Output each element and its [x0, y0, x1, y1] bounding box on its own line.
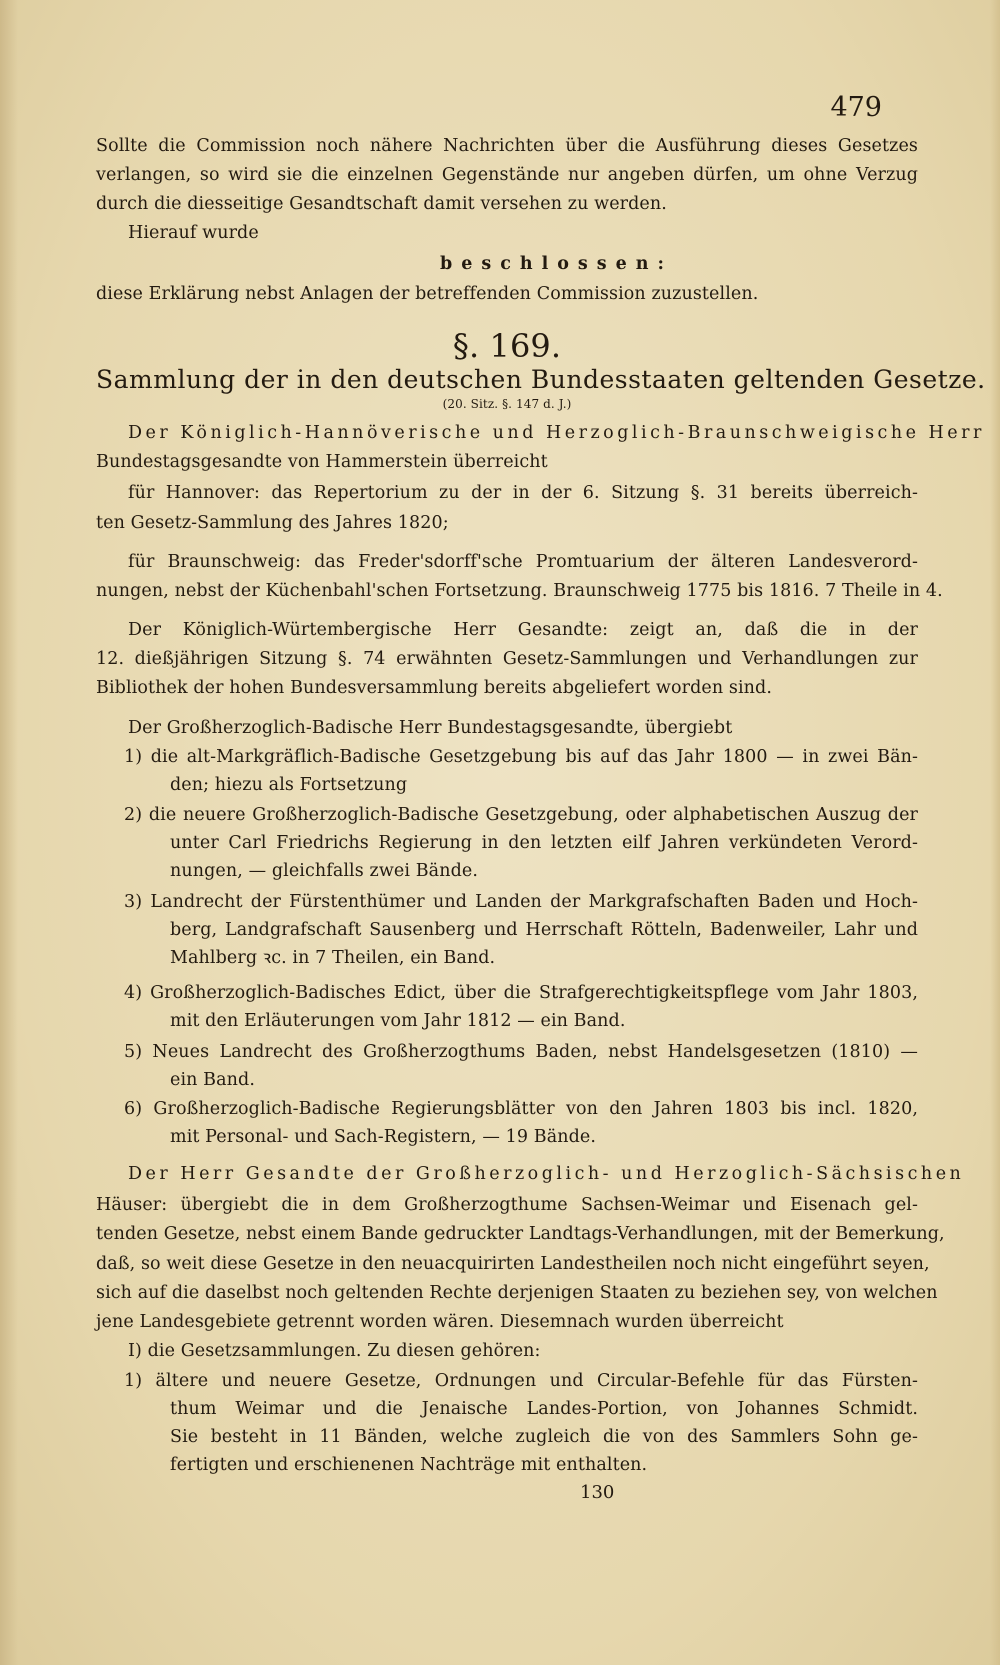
- list-item-continuation: Mahlberg ꝛc. in 7 Theilen, ein Band.: [170, 948, 496, 968]
- signature-mark: 130: [580, 1482, 615, 1503]
- resolution-heading: [440, 253, 918, 276]
- list-item-continuation: mit Personal- und Sach-Registern, — 19 Bände.: [170, 1127, 597, 1147]
- text-line: nungen, nebst der Küchenbahl'schen Fortsetzung. Braunschweig 1775 bis 1816. 7 Theile in 4.: [96, 581, 943, 601]
- text-line: Der Herr Gesandte der Großherzoglich- und Herzoglich-Sächsischen: [128, 1164, 965, 1184]
- page-edge-shadow-right: [990, 0, 1000, 1665]
- list-item: 2) die neuere Großherzoglich-Badische Gesetzgebung, oder alphabetischen Auszug der: [124, 805, 918, 825]
- list-item-continuation: nungen, — gleichfalls zwei Bände.: [170, 861, 479, 881]
- list-item-continuation: unter Carl Friedrichs Regierung in den letzten eilf Jahren verkündeten Verord-: [170, 833, 918, 853]
- text-line: Häuser: übergiebt die in dem Großherzogthume Sachsen-Weimar und Eisenach gel-: [96, 1195, 918, 1215]
- text-line: für Braunschweig: das Freder'sdorff'sche Promtuarium der älteren Landesverord-: [128, 552, 918, 572]
- list-item: 3) Landrecht der Fürstenthümer und Landen der Markgrafschaften Baden und Hoch-: [124, 892, 918, 912]
- list-item-continuation: mit den Erläuterungen vom Jahr 1812 — ein Band.: [170, 1011, 626, 1031]
- text-line: Der Großherzoglich-Badische Herr Bundestagsgesandte, übergiebt: [128, 718, 733, 738]
- list-item-continuation: fertigten und erschienenen Nachträge mit enthalten.: [170, 1455, 648, 1475]
- list-item: 5) Neues Landrecht des Großherzogthums Baden, nebst Handelsgesetzen (1810) —: [124, 1042, 918, 1062]
- text-line: Bibliothek der hohen Bundesversammlung bereits abgeliefert worden sind.: [96, 678, 773, 698]
- resolution-word: beschlossen:: [440, 254, 673, 274]
- text-line: Hierauf wurde: [128, 223, 259, 243]
- text-line: durch die diesseitige Gesandtschaft damit versehen zu werden.: [96, 194, 667, 214]
- text-line: für Hannover: das Repertorium zu der in der 6. Sitzung §. 31 bereits überreich-: [128, 483, 918, 503]
- section-number: §. 169.: [452, 327, 562, 365]
- list-item-continuation: thum Weimar und die Jenaische Landes-Portion, von Johannes Schmidt.: [170, 1399, 918, 1419]
- text-line: Der Königlich-Hannöverische und Herzoglich-Braunschweigische Herr: [128, 423, 985, 443]
- list-item: 6) Großherzoglich-Badische Regierungsblätter von den Jahren 1803 bis incl. 1820,: [124, 1099, 918, 1119]
- list-item: 4) Großherzoglich-Badisches Edict, über die Strafgerechtigkeitspflege vom Jahr 1803,: [124, 983, 918, 1003]
- text-line: Der Königlich-Würtembergische Herr Gesandte: zeigt an, daß die in der: [128, 620, 918, 640]
- text-line: daß, so weit diese Gesetze in den neuacquirirten Landestheilen noch nicht eingeführt seyen,: [96, 1254, 930, 1274]
- text-line: I) die Gesetzsammlungen. Zu diesen gehören:: [128, 1341, 541, 1361]
- text-line: Sollte die Commission noch nähere Nachrichten über die Ausführung dieses Gesetzes: [96, 136, 918, 156]
- text-line: diese Erklärung nebst Anlagen der betreffenden Commission zuzustellen.: [96, 284, 759, 304]
- text-line: tenden Gesetze, nebst einem Bande gedruckter Landtags-Verhandlungen, mit der Bemerkung,: [96, 1224, 945, 1244]
- section-title: Sammlung der in den deutschen Bundesstaaten geltenden Gesetze.: [96, 365, 986, 394]
- list-item-continuation: ein Band.: [170, 1070, 256, 1090]
- list-item-continuation: den; hiezu als Fortsetzung: [170, 775, 408, 795]
- page-number: 479: [830, 92, 882, 123]
- text-line: sich auf die daselbst noch geltenden Rechte derjenigen Staaten zu beziehen sey, von welchen: [96, 1283, 938, 1303]
- text-line: 12. dießjährigen Sitzung §. 74 erwähnten Gesetz-Sammlungen und Verhandlungen zur: [96, 649, 918, 669]
- list-item: 1) die alt-Markgräflich-Badische Gesetzgebung bis auf das Jahr 1800 — in zwei Bän-: [124, 747, 918, 767]
- text-line: Bundestagsgesandte von Hammerstein überreicht: [96, 452, 548, 472]
- page-edge-shadow-left: [0, 0, 18, 1665]
- list-item: 1) ältere und neuere Gesetze, Ordnungen und Circular-Befehle für das Fürsten-: [124, 1371, 918, 1391]
- text-line: verlangen, so wird sie die einzelnen Gegenstände nur angeben dürfen, um ohne Verzug: [96, 165, 918, 185]
- text-line: jene Landesgebiete getrennt worden wären. Diesemnach wurden überreicht: [96, 1312, 784, 1332]
- list-item-continuation: Sie besteht in 11 Bänden, welche zugleich die von des Sammlers Sohn ge-: [170, 1427, 918, 1447]
- section-reference: (20. Sitz. §. 147 d. J.): [442, 397, 572, 411]
- text-line: ten Gesetz-Sammlung des Jahres 1820;: [96, 513, 449, 533]
- list-item-continuation: berg, Landgrafschaft Sausenberg und Herrschaft Rötteln, Badenweiler, Lahr und: [170, 920, 918, 940]
